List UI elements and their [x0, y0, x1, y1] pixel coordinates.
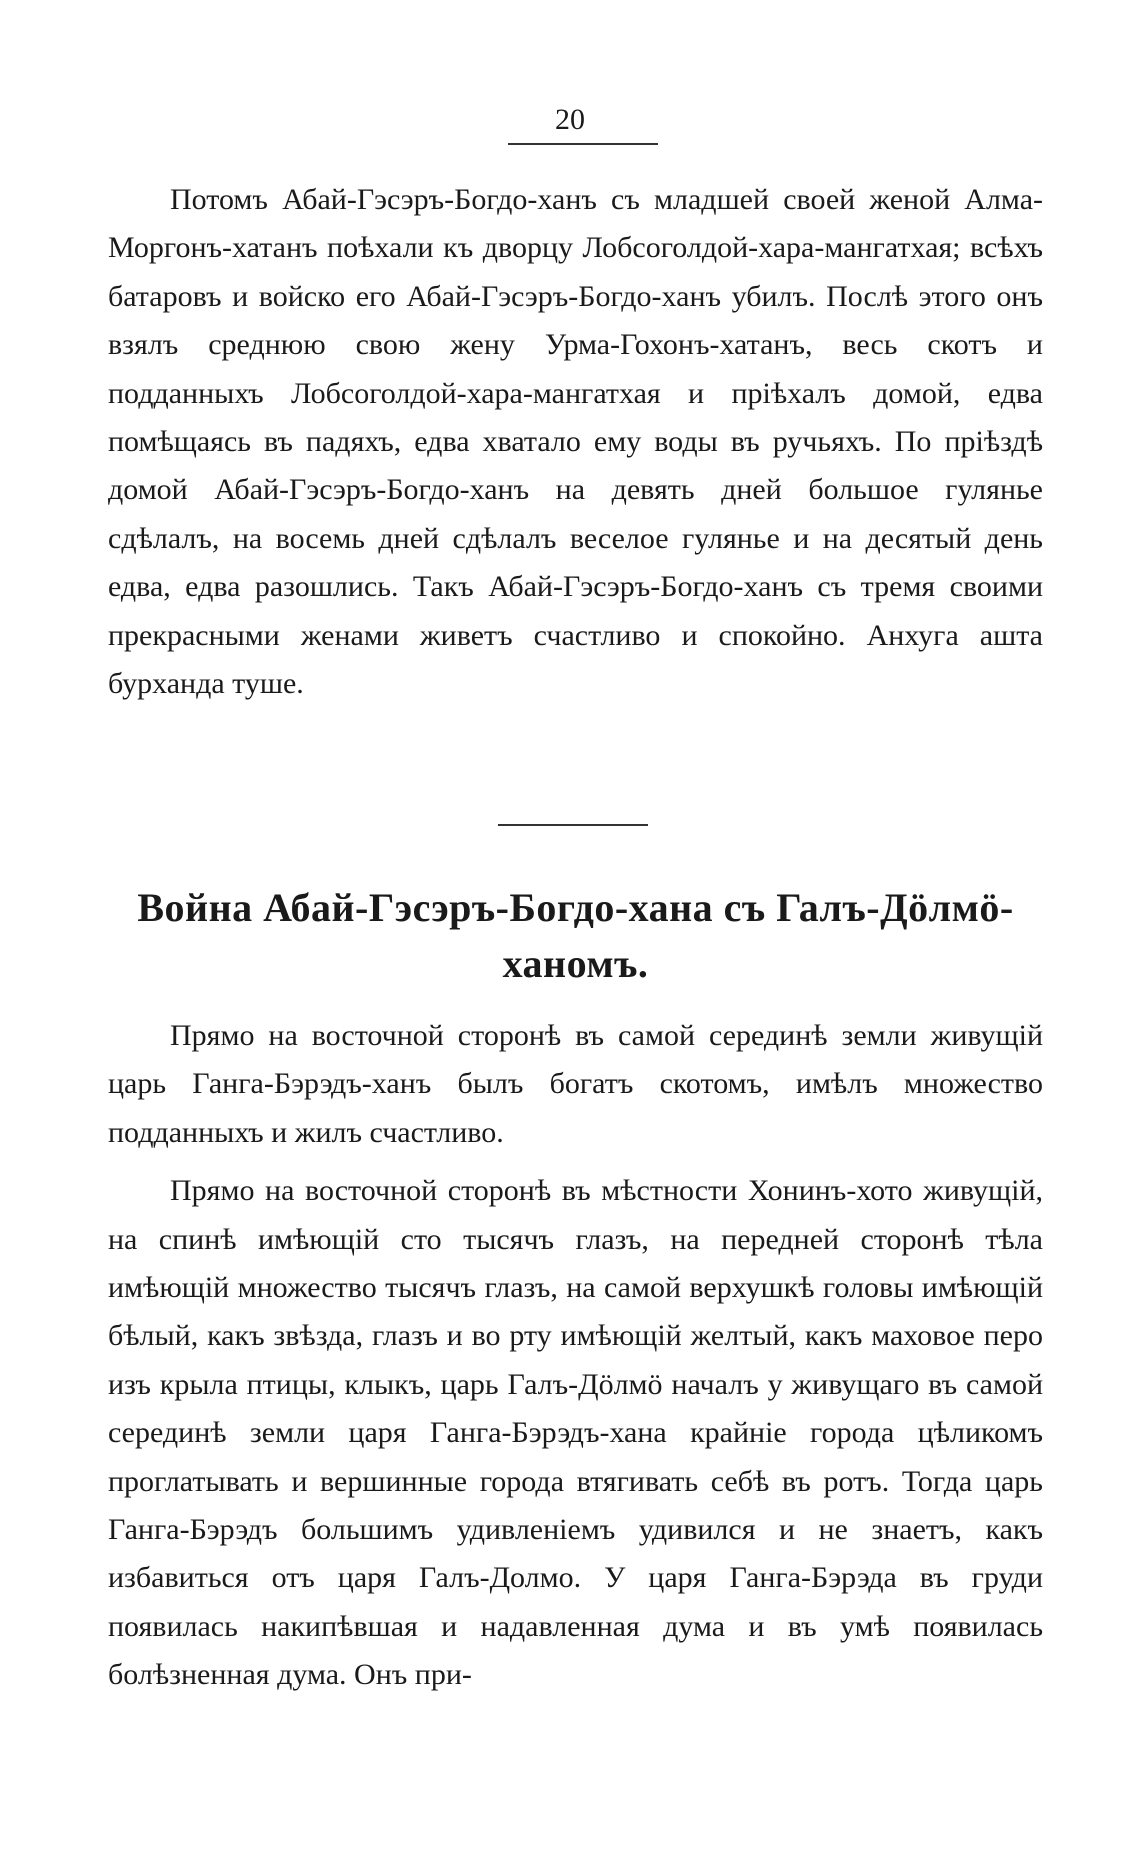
paragraph: Прямо на восточной сторонѣ въ мѣстности Хонинъ-хото живущій, на спинѣ имѣющій сто тысячъ глазъ, на передней сторонѣ тѣла имѣющій множество тысячъ глазъ, на самой верхушкѣ головы имѣющій бѣлый, какъ звѣзда, глазъ и во рту имѣющій желтый, какъ маховое перо изъ крыла птицы, клыкъ, царь Галъ-Дöлмö началъ у живущаго въ самой серединѣ земли царя Ганга-Бэрэдъ-хана крайніе города цѣликомъ проглатывать и вершинные города втягивать себѣ въ ротъ. Тогда царь Ганга-Бэрэдъ большимъ удивленіемъ удивился и не знаетъ, какъ избавиться отъ царя Галъ-Долмо. У царя Ганга-Бэрэда въ груди появилась накипѣвшая и надавленная дума и въ умѣ появилась болѣзненная дума. Онъ при- [108, 1174, 1043, 1692]
page-number-rule [508, 143, 658, 145]
paragraph: Прямо на восточной сторонѣ въ самой серединѣ земли живущій царь Ганга-Бэрэдъ-ханъ былъ богатъ скотомъ, имѣлъ множество подданныхъ и жилъ счастливо. [108, 1019, 1043, 1149]
top-text-block [108, 176, 1043, 708]
section-title: Война Абай-Гэсэръ-Богдо-хана съ Галъ-Дöлмö-ханомъ. [137, 885, 1014, 986]
section-text-block [108, 1012, 1043, 1700]
paragraph: Потомъ Абай-Гэсэръ-Богдо-ханъ съ младшей своей женой Алма-Моргонъ-хатанъ поѣхали къ дворцу Лобсоголдой-хара-мангатхая; всѣхъ батаровъ и войско его Абай-Гэсэръ-Богдо-ханъ убилъ. Послѣ этого онъ взялъ среднюю свою жену Урма-Гохонъ-хатанъ, весь скотъ и подданныхъ Лобсоголдой-хара-мангатхая и пріѣхалъ домой, едва помѣщаясь въ падяхъ, едва хватало ему воды въ ручьяхъ. По пріѣздѣ домой Абай-Гэсэръ-Богдо-ханъ на девять дней большое гулянье сдѣлалъ, на восемь дней сдѣлалъ веселое гулянье и на десятый день едва, едва разошлись. Такъ Абай-Гэсэръ-Богдо-ханъ съ тремя своими прекрасными женами живетъ счастливо и спокойно. Анхуга ашта бурханда туше. [108, 183, 1043, 701]
page-number: 20 [555, 103, 585, 136]
section-separator [498, 824, 648, 826]
